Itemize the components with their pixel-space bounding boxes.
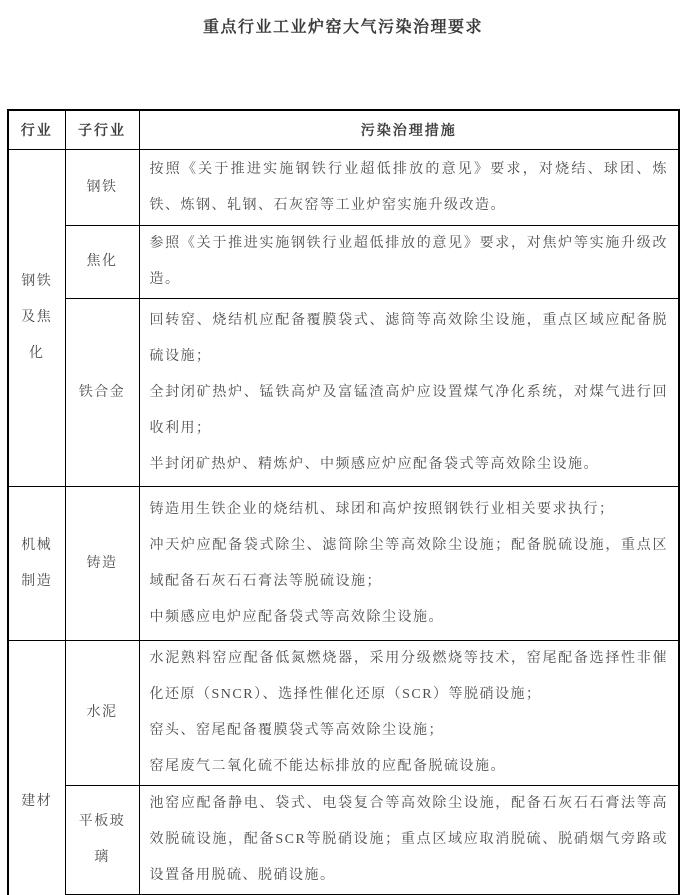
- measures-cell-ferroalloy: [139, 299, 679, 487]
- subindustry-cell-casting: 铸造: [65, 487, 139, 641]
- column-header-measures: 污染治理措施: [139, 110, 679, 150]
- measure-paragraph: 按照《关于推进实施钢铁行业超低排放的意见》要求，对烧结、球团、炼铁、炼钢、轧钢、石灰窑等工业炉窑实施升级改造。: [149, 161, 668, 213]
- table-header-row: [8, 110, 679, 150]
- measure-paragraph: 参照《关于推进实施钢铁行业超低排放的意见》要求，对焦炉等实施升级改造。: [149, 236, 668, 287]
- table-row-flat-glass: [8, 786, 679, 895]
- table-row-ferroalloy: [8, 299, 679, 487]
- measure-paragraph: 冲天炉应配备袋式除尘、滤筒除尘等高效除尘设施；配备脱硫设施，重点区域配备石灰石石膏法等脱硫设施；: [149, 537, 668, 589]
- measures-cell-coking: [139, 226, 679, 299]
- page-title: 重点行业工业炉窑大气污染治理要求: [202, 19, 483, 36]
- table-row-casting: [8, 487, 679, 641]
- measures-cell-cement: [139, 641, 679, 786]
- measure-paragraph: 水泥熟料窑应配备低氮燃烧器，采用分级燃烧等技术，窑尾配备选择性非催化还原（SNCR）、选择性催化还原（SCR）等脱硝设施；: [149, 651, 668, 702]
- subindustry-cell-ferroalloy: 铁合金: [65, 299, 139, 487]
- column-header-subindustry: 子行业: [65, 110, 139, 150]
- table-row-cement: [8, 641, 679, 786]
- table-row-steel: [8, 150, 679, 226]
- measure-paragraph: 全封闭矿热炉、锰铁高炉及富锰渣高炉应设置煤气净化系统，对煤气进行回收利用；: [149, 384, 668, 436]
- measure-paragraph: 半封闭矿热炉、精炼炉、中频感应炉应配备袋式等高效除尘设施。: [149, 456, 599, 472]
- measure-paragraph: 铸造用生铁企业的烧结机、球团和高炉按照钢铁行业相关要求执行；: [149, 501, 615, 517]
- measures-cell-casting: [139, 487, 679, 641]
- industry-cell-machinery: 机械制造: [8, 487, 65, 641]
- subindustry-cell-coking: 焦化: [65, 226, 139, 299]
- measures-cell-steel: [139, 150, 679, 226]
- table-row-coking: [8, 226, 679, 299]
- measure-paragraph: 中频感应电炉应配备袋式等高效除尘设施。: [149, 609, 444, 625]
- subindustry-cell-steel: 钢铁: [65, 150, 139, 226]
- measure-paragraph: 窑尾废气二氧化硫不能达标排放的应配备脱硫设施。: [149, 759, 506, 774]
- subindustry-cell-cement: 水泥: [65, 641, 139, 786]
- subindustry-cell-flat-glass: 平板玻璃: [65, 786, 139, 895]
- industry-cell-steel-coking: 钢铁及焦化: [8, 150, 65, 487]
- measure-paragraph: 回转窑、烧结机应配备覆膜袋式、滤筒等高效除尘设施，重点区域应配备脱硫设施；: [149, 312, 668, 364]
- industry-cell-building-materials: 建材: [8, 641, 65, 895]
- measure-paragraph: 窑头、窑尾配备覆膜袋式等高效除尘设施；: [149, 723, 444, 738]
- pollution-control-table: [7, 109, 680, 895]
- measure-paragraph: 池窑应配备静电、袋式、电袋复合等高效除尘设施，配备石灰石石膏法等高效脱硫设施，配备SCR等脱硝设施；重点区域应取消脱硫、脱硝烟气旁路或设置备用脱硫、脱硝设施。: [149, 796, 668, 883]
- column-header-industry: 行业: [8, 110, 65, 150]
- measures-cell-flat-glass: [139, 786, 679, 895]
